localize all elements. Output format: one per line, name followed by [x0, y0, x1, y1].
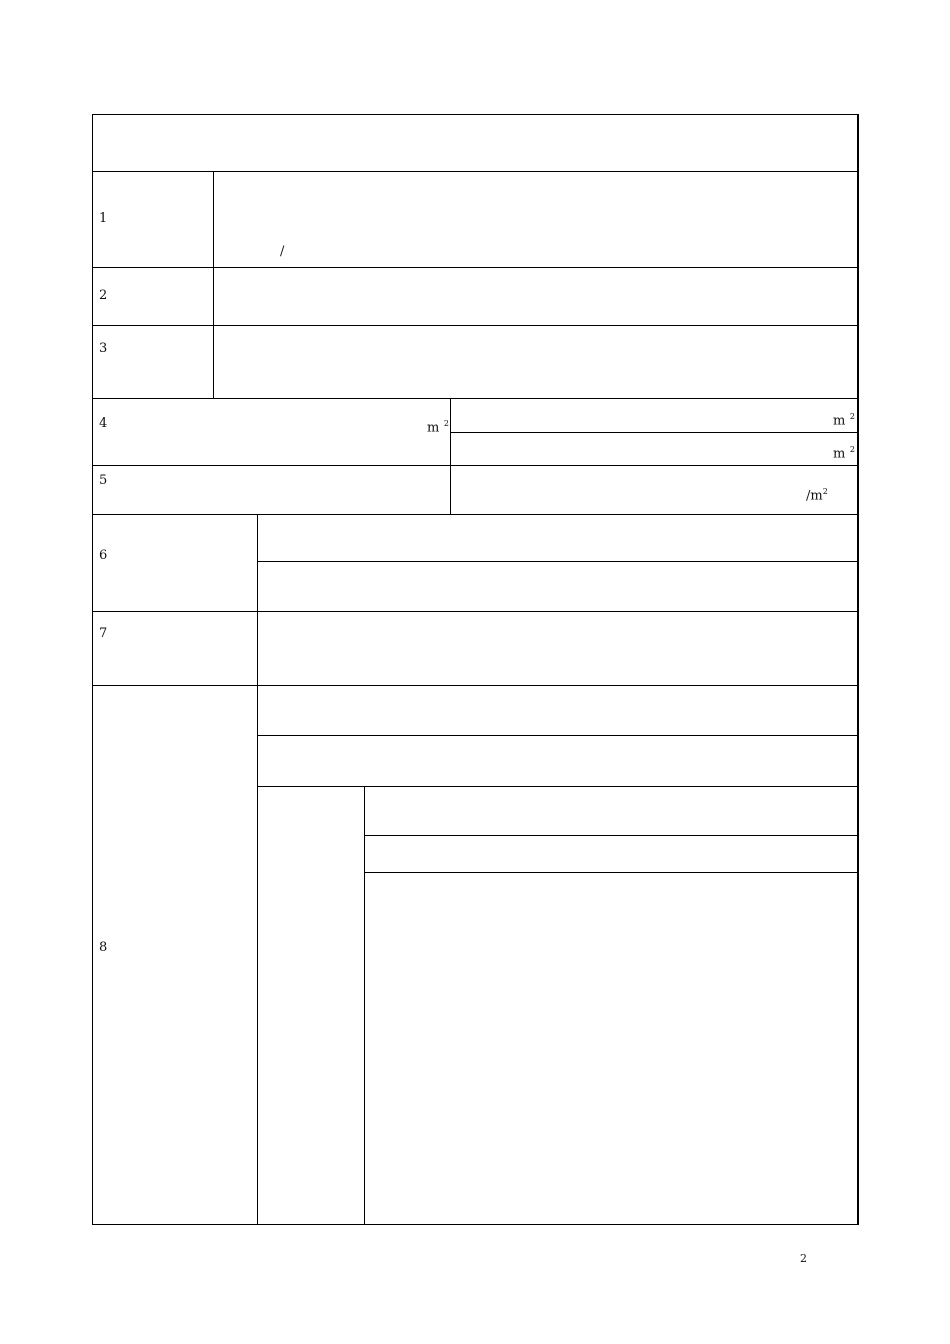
form-table	[92, 114, 859, 1225]
rule-row5	[92, 514, 859, 515]
row1-field-e: /	[280, 244, 289, 259]
row4-right-1-m	[833, 409, 855, 429]
rule-row2	[92, 325, 859, 326]
row4-unit-sup: 2	[443, 419, 449, 428]
row5-right-sup: 2	[822, 487, 828, 496]
rule-header	[92, 171, 859, 172]
rule-row4-mid	[450, 432, 859, 433]
row1-label: 1	[99, 211, 112, 226]
row5-label: 5	[99, 473, 119, 488]
row4-right-1-sup: 2	[849, 412, 855, 421]
page-number: 2	[800, 1252, 807, 1265]
col-rule-6	[257, 514, 258, 1225]
rule-row7	[92, 685, 859, 686]
row4-right-2-sup: 2	[849, 445, 855, 454]
row4-right-1-m-text: m	[833, 413, 850, 429]
rule-row8-b	[257, 786, 859, 787]
rule-row6-mid	[257, 561, 859, 562]
rule-row3	[92, 398, 859, 399]
row8-label: 8	[99, 940, 112, 955]
row4-right-2-m	[833, 442, 855, 462]
rule-row8-a	[257, 735, 859, 736]
row5-right-unit-2-text: /m	[806, 488, 823, 504]
col-rule-8	[364, 786, 365, 1225]
rule-row8-c	[364, 835, 859, 836]
row7-label: 7	[99, 626, 112, 641]
col-rule-4	[450, 398, 451, 514]
row4-right-2-m-text: m	[833, 446, 850, 462]
row5-right-unit-2	[806, 484, 828, 504]
rule-row4	[92, 465, 859, 466]
row2-label: 2	[99, 288, 112, 303]
row4-label: 4	[99, 416, 119, 431]
rule-row1	[92, 267, 859, 268]
row4-unit-m-text: m	[427, 420, 444, 436]
row4-unit-m	[427, 416, 449, 436]
col-rule-1	[213, 171, 214, 398]
row3-label: 3	[99, 341, 112, 356]
rule-row6	[92, 611, 859, 612]
rule-row8-d	[364, 872, 859, 873]
row6-label: 6	[99, 548, 112, 563]
